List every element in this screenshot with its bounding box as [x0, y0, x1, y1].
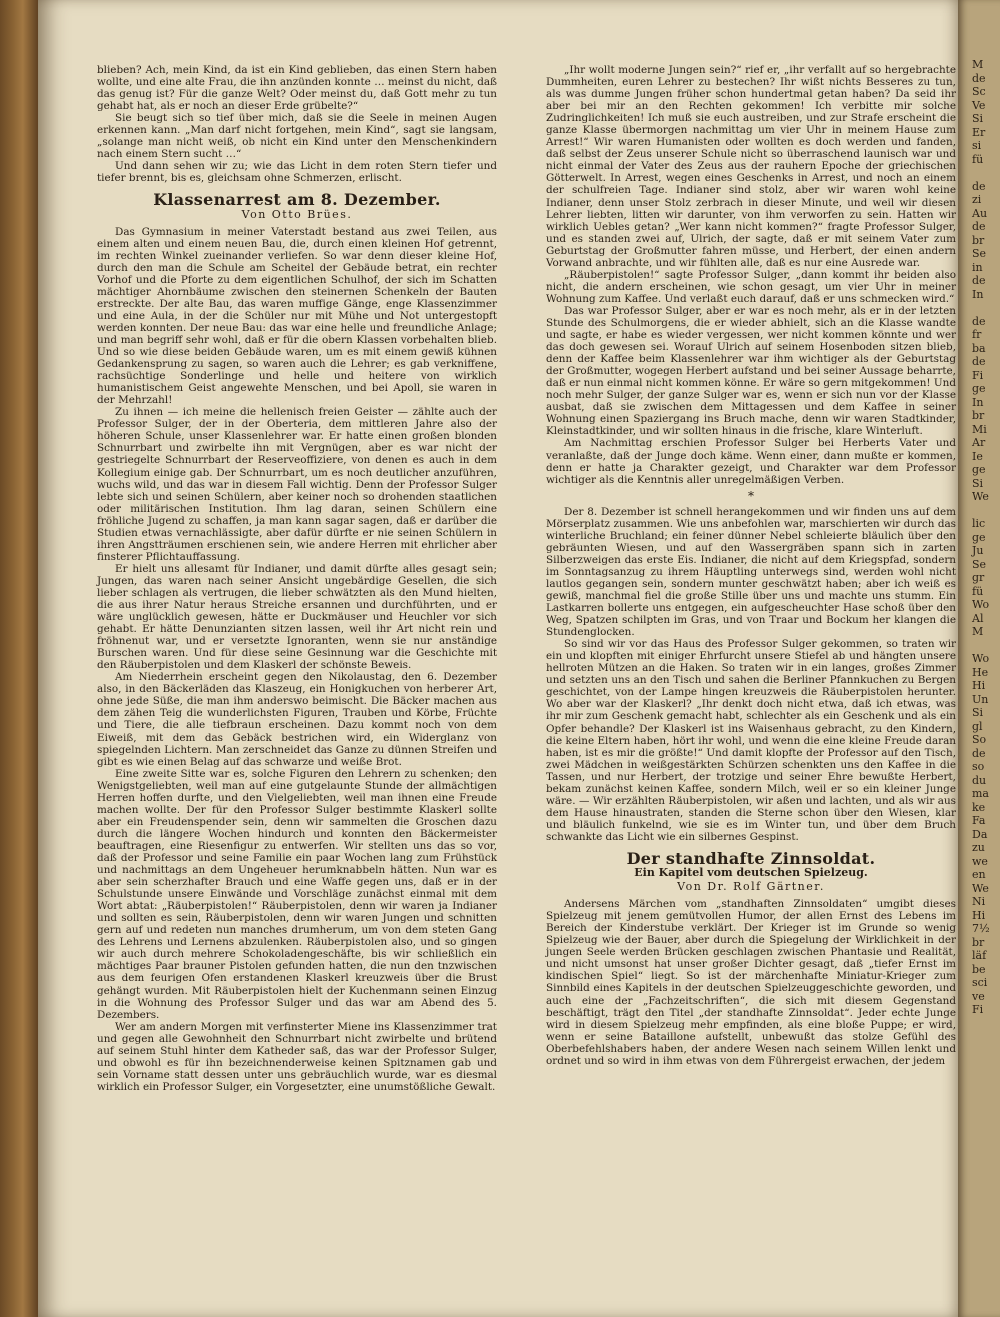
- story-paragraph-3: Das war Professor Sulger, aber er war es noch mehr, als er in der letzten Stunde des Schulmorgens, die er wieder abhielt, sich an die Klasse wandte und sagte, er habe es wieder vergessen, wer nicht kommen könnte und wer das doch gewesen sei. Worauf Ulrich auf seinem Hosenboden sitzen blieb, denn der Kaffee beim Klassenlehrer war ihm wichtiger als der Geburtstag der Großmutter, wogegen Herbert aufstand und bei seiner Aussage beharrte, daß er nun einmal nicht kommen könne. Er wäre so gern mitgekommen! Und noch mehr Sulger, der ganze Sulger war es, wenn er sich nun vor der Klasse ausbat, daß sie zwischen dem Mittagessen und dem Kaffee in seiner Wohnung einen Spaziergang ins Bruch mache, denn wir waren Stadtkinder, Kleinstadtkinder, und wir sollten hinaus in die frische, klare Winterluft.: [546, 304, 956, 438]
- article2-paragraph-1: Andersens Märchen vom „standhaften Zinnsoldaten“ umgibt dieses Spielzeug mit jenem gemütvollen Humor, der allen Ernst des Lebens im Bereich der Kinderstube verklärt. Der Krieger ist im Grunde so wenig Spielzeug wie der Bauer, aber durch die Spiegelung der Wirklichkeit in der jungen Seele werden Brücken geschlagen zwischen Phantasie und Realität, und nicht umsonst hat unser großer Dichter gesagt, daß „tiefer Ernst im kindischen Spiel“ liegt. So ist der märchenhafte Miniatur-Krieger zum Sinnbild eines Kapitels in der deutschen Spielzeuggeschichte geworden, und auch eine der „Fachzeitschriften“, die sich mit diesem Gegenstand beschäftigt, trägt den Titel „der standhafte Zinnsoldat“. Jeder echte Junge wird in diesem Spielzeug mehr empfinden, als eine bloße Puppe; er wird, wenn er seine Bataillone aufstellt, unbewußt das stolze Gefühl des Oberbefehlshabers haben, der andere Wesen nach seinem Willen lenkt und ordnet und so wird in ihm etwas von dem Führergeist erwachen, der jedem: [546, 898, 956, 1067]
- book-spine-edge: [0, 0, 38, 1317]
- intro-paragraph-3: Und dann sehen wir zu; wie das Licht in dem roten Stern tiefer und tiefer brennt, bis es, gleichsam ohne Schmerzen, erlischt.: [97, 160, 497, 185]
- article2-subtitle: Ein Kapitel vom deutschen Spielzeug.: [634, 866, 868, 880]
- article2-title: Der standhafte Zinnsoldat.: [626, 849, 876, 868]
- section-separator: *: [748, 488, 754, 503]
- intro-paragraph-1: blieben? Ach, mein Kind, da ist ein Kind geblieben, das einen Stern haben wollte, und eine alte Frau, die ihn anzünden konnte … meinst du nicht, daß das genug ist? Für die ganze Welt? Oder meinst du, daß Gott mehr zu tun gehabt hat, als er noch an dieser Erde grübelte?“: [97, 64, 497, 113]
- article-title: Klassenarrest am 8. Dezember.: [153, 190, 441, 210]
- story-paragraph-5: Der 8. Dezember ist schnell herangekommen und wir finden uns auf dem Mörserplatz zusammen. Wie uns anbefohlen war, marschierten wir durch das winterliche Bruchland; ein feiner dünner Nebel schleierte bläulich über den gebräunten Wiesen, und auf den Wassergräben spann sich in zarten Silberzweigen das erste Eis. Indianer, die nicht auf dem Kriegspfad, sondern im Sonntagsanzug zu ihrem Häuptling unterwegs sind, werden wohl nicht lautlos gegangen sein, sondern munter geschwätzt haben; aber ich weiß es gewiß, manchmal fiel die große Stille über uns und machte uns stumm. Ein Lastkarren bollerte uns entgegen, ein aufgescheuchter Hase schoß über den Weg, Spatzen schilpten im Gras, und von Traar und Bockum her klangen die Stundenglocken.: [546, 505, 956, 639]
- story-paragraph-1: „Ihr wollt moderne Jungen sein?“ rief er, „ihr verfallt auf so hergebrachte Dummheiten, euren Lehrer zu bestechen? Ihr wißt nichts Besseres zu tun, als was dumme Jungen früher schon hundertmal getan haben? Da seid ihr aber bei mir an den Rechten gekommen! Ich verbitte mir solche Zudringlichkeiten! Ich muß sie euch austreiben, und zur Strafe erscheint die ganze Klasse übermorgen nachmittag um vier Uhr in meinem Hause zum Arrest!“ Wir waren Humanisten oder wollten es doch werden und fanden, daß selbst der Zeus unserer Schule nicht so überraschend launisch war und nicht einmal der Vater des Zeus aus der rauhern Epoche der griechischen Götterwelt. In Arrest, wegen eines Geschenks in Arrest, und noch an einem der schulfreien Tage. Indianer sind stolz, aber wir waren wohl keine Indianer, denn unser Stolz zerbrach in dieser Minute, und weil wir diesen Lehrer liebten, litten wir darunter, von ihm verworfen zu sein. Hatten wir wirklich Uebles getan? „Wer kann nicht kommen?“ fragte Professor Sulger, und es standen zwei auf, Ulrich, der sagte, daß er mit seinem Vater zum Geburtstag der Großmutter fahren müsse, und Herbert, der einen andern Vorwand anbrachte, und wir fühlten alle, daß es nur eine Ausrede war.: [546, 64, 956, 269]
- left-column: [97, 64, 497, 1093]
- story-paragraph-6: So sind wir vor das Haus des Professor Sulger gekommen, so traten wir ein und klopften mit einiger Ehrfurcht unsere Stiefel ab und hängten unsere hellroten Mützen an die Haken. So traten wir in ein langes, großes Zimmer und setzten uns an den Tisch und sahen die Berliner Pfannkuchen zu Bergen geschichtet, von der Lampe hingen kreuzweis die Räuberpistolen herunter. Wo aber war der Klaskerl? „Ihr denkt doch nicht etwa, daß ich etwas, was ihr mir zum Geschenk gemacht habt, schlechter als ein Geschenk und als ein Opfer behandle? Der Klaskerl ist ins Waisenhaus gebracht, zu den Kindern, die keine Eltern haben, hört ihr wohl, und wenn die eine kleine Freude daran haben, ist es mir die größte!“ Und damit klopfte der Professor auf den Tisch, zwei Mädchen in weißgestärkten Schürzen schenkten uns den Kaffee in die Tassen, und nur Herbert, der trotzige und seiner Ehre bewußte Herbert, bekam zunächst keinen Kaffee, sondern Milch, weil er so ein kleiner Junge wäre. — Wir erzählten Räuberpistolen, wir aßen und lachten, und als wir aus dem Hause hinaustraten, standen die Sterne schon über den Wiesen, klar und bläulich funkelnd, wie sie es im Winter tun, und über dem Bruch schwankte das Licht wie ein silbernes Gespinst.: [546, 638, 956, 843]
- intro-paragraph-2: Sie beugt sich so tief über mich, daß sie die Seele in meinen Augen erkennen kann. „Man darf nicht fortgehen, mein Kind“, sagt sie langsam, „solange man nicht weiß, ob nicht ein Kind unter den Menschenkindern nach einem Stern sucht …“: [97, 112, 497, 161]
- article-paragraph-2: Zu ihnen — ich meine die hellenisch freien Geister — zählte auch der Professor Sulger, der in der Oberteria, dem mittleren Jahre also der höheren Schule, unser Klassenlehrer war. Er hatte einen großen blonden Schnurrbart und zwirbelte ihn mit Vergnügen, aber es war nicht der gestriegelte Schnurrbart der Reserveoffiziere, von denen es auch in dem Kollegium einige gab. Der Schnurrbart, um es noch deutlicher anzuführen, wuchs wild, und das war in diesem Fall wichtig. Denn der Professor Sulger lebte sich und seinen Schülern, aber keiner noch so drohenden staatlichen oder militärischen Institution. Ihm lag daran, seinen Schülern eine fröhliche Jugend zu schaffen, ja man kann sagar sagen, daß er darüber die Studien etwas vernachlässigte, aber dafür dürfte er nie seinen Schülern in ihren Angstträumen erschienen sein, wie andere Herren mit ehrlicher aber finsterer Pflichtauffassung.: [97, 406, 497, 563]
- facing-page-text-fragment: M de Sc Ve Si Er si fü de zi Au de br Se in de In de fr ba de Fi ge In br Mi Ar Ie ge Si We lic ge Ju Se gr fü Wo Al M Wo He Hi Un Si gl So de so du ma ke Fa Da zu we en We Ni Hi 7½ br läf be sci ve Fi: [972, 58, 990, 1016]
- story-paragraph-4: Am Nachmittag erschien Professor Sulger bei Herberts Vater und veranlaßte, daß der Junge doch käme. Wenn einer, dann mußte er kommen, denn er hatte ja Charakter gezeigt, und Charakter war dem Professor wichtiger als die Kenntnis aller unregelmäßigen Verben.: [546, 437, 956, 486]
- article-paragraph-4: Am Niederrhein erscheint gegen den Nikolaustag, den 6. Dezember also, in den Bäckerläden das Klaszeug, ein Honigkuchen von herberer Art, ohne jede Süße, die man ihm anderswo beimischt. Die Bäcker machen aus dem zähen Teig die wunderlichsten Figuren, Trauben und Körbe, Früchte und Tiere, die alle tiefbraun erscheinen. Dazu kommt noch von dem Eiweiß, mit dem das Gebäck bestrichen wird, ein Widerglanz von spiegelnden Lichtern. Man zerschneidet das Ganze zu dünnen Streifen und gibt es wie einen Belag auf das schwarze und weiße Brot.: [97, 671, 497, 768]
- article-paragraph-6: Wer am andern Morgen mit verfinsterter Miene ins Klassenzimmer trat und gegen alle Gewohnheit den Schnurrbart nicht zwirbelte und brütend auf seinem Stuhl hinter dem Katheder saß, das war der Professor Sulger, und obwohl es für ihn bezeichnenderweise keinen Spitznamen gab und sein Vorname statt dessen unter uns gebräuchlich wurde, war es diesmal wirklich ein Professor Sulger, ein Vorgesetzter, eine unumstößliche Gewalt.: [97, 1020, 497, 1093]
- facing-page-edge: [958, 0, 1000, 1317]
- article-paragraph-5: Eine zweite Sitte war es, solche Figuren den Lehrern zu schenken; den Wenigstgeliebten, weil man auf eine gutgelaunte Stunde der allmächtigen Herren hoffen durfte, und den Vielgeliebten, weil man ihnen eine Freude machen wollte. Der für den Professor Sulger bestimmte Klaskerl sollte aber ein Freudenspender sein, denn wir sammelten die Groschen dazu durch die längere Wochen hindurch und konnten den Bäckermeister beauftragen, eine Riesenfigur zu entwerfen. Wir stellten uns das so vor, daß der Professor und seine Familie ein paar Wochen lang zum Frühstück und nachmittags an dem Ungeheuer herumknabbeln hätten. Nun war es aber sein scherzhafter Brauch und eine Waffe gegen uns, daß er in der Schulstunde unsere Einwände und Vorschläge zunächst einmal mit dem Wort abtat: „Räuberpistolen!“ Räuberpistolen, denn wir waren ja Indianer und sollten es sein, Räuberpistolen, denn wir waren Jungen und schnitten gern auf und redeten nun manches drumherum, um von dem steten Gang des Lehrens und Lernens abzulenken. Räuberpistolen also, und so gingen wir auch durch mehrere Schokoladengeschäfte, bis wir schließlich ein mächtiges Paar brauner Pistolen gefunden hatten, die nun den tnzwischen aus dem feurigen Ofen erstandenen Klaskerl kreuzweis über die Brust gehängt wurden. Mit Räuberpistolen hielt der Kuchenmann seinen Einzug in die Wohnung des Professor Sulger und das war am Abend des 5. Dezembers.: [97, 767, 497, 1021]
- article-paragraph-1: Das Gymnasium in meiner Vaterstadt bestand aus zwei Teilen, aus einem alten und einem neuen Bau, die, durch einen kleinen Hof getrennt, im rechten Winkel zueinander verliefen. So war denn dieser kleine Hof, durch den man die Schule am Scheitel der Gebäude betrat, ein rechter Vorhof und die Pforte zu dem eigentlichen Schulhof, der sich im Schatten mächtiger Ahornbäume zwischen den steinernen Schenkeln der Bauten erstreckte. Der alte Bau, das waren muffige Gänge, enge Klassenzimmer und eine Aula, in der die Schüler nur mit Mühe und Not untergestopft werden konnten. Der neue Bau: das war eine helle und freundliche Anlage; und man begriff sehr wohl, daß er für die obern Klassen vorbehalten blieb. Und so wie diese beiden Gebäude waren, um es mit einem gewiß kühnen Gedankensprung zu sagen, so waren auch die Lehrer; es gab verkniffene, rachsüchtige Sonderlinge und helle und heitere von wirklich humanistischem Geist angewehte Menschen, und bei Apoll, sie waren in der Mehrzahl!: [97, 225, 497, 407]
- article-byline: Von Otto Brües.: [241, 207, 353, 221]
- article2-byline: Von Dr. Rolf Gärtner.: [677, 880, 825, 894]
- article-paragraph-3: Er hielt uns allesamt für Indianer, und damit dürfte alles gesagt sein; Jungen, das waren nach seiner Ansicht ungebärdige Gesellen, die sich lieber schlagen als vertrugen, die lieber schwätzten als den Mund hielten, die aus ihrer Natur heraus Streiche ersannen und durchführten, und er wäre unglücklich gewesen, hätte er Duckmäuser und Heuchler vor sich gehabt. Er hätte Denunzianten sitzen lassen, weil ihr Art nicht rein und fröhnenut war, und er versetzte Ignoranten, wenn sie nur anständige Burschen waren. Und für diese seine Gesinnung war die Geschichte mit den Räuberpistolen und dem Klaskerl der schönste Beweis.: [97, 562, 497, 672]
- story-paragraph-2: „Räuberpistolen!“ sagte Professor Sulger, „dann kommt ihr beiden also nicht, die andern erscheinen, wie schon gesagt, um vier Uhr in meiner Wohnung zum Kaffee. Und verlaßt euch darauf, daß er uns schmecken wird.“: [546, 268, 956, 305]
- right-column: [546, 64, 956, 1067]
